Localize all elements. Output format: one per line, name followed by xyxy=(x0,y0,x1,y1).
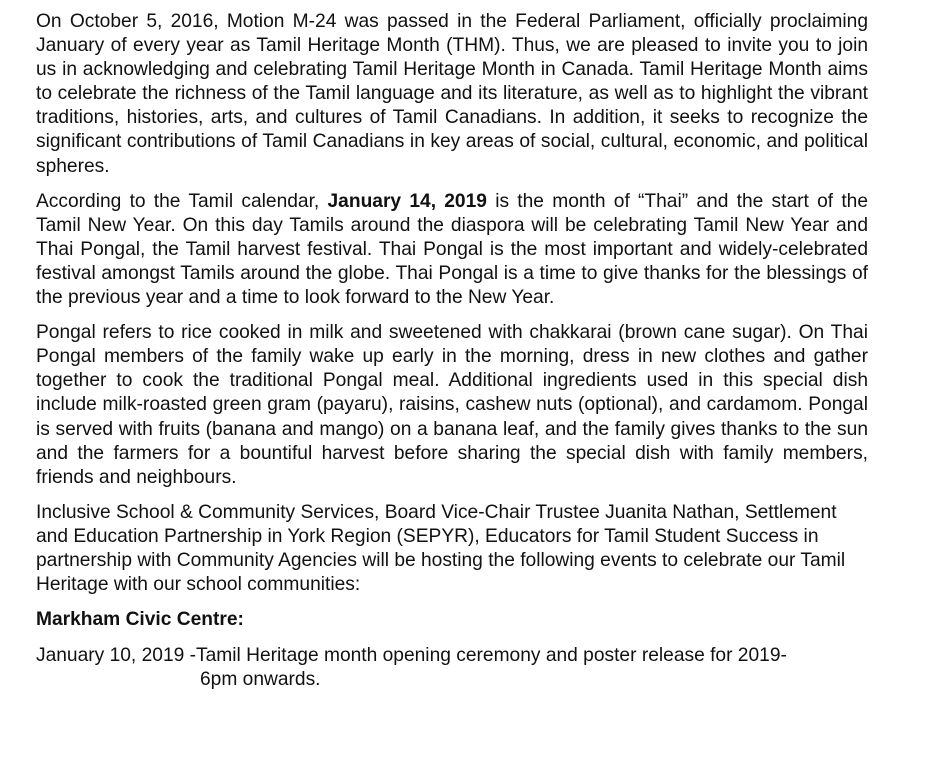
highlighted-date: January 14, 2019 xyxy=(327,190,487,212)
paragraph-thai-pongal-intro: According to the Tamil calendar, xyxy=(36,190,328,212)
paragraph-thai-pongal-body: is the month of “Thai” and the start of the Tamil New Year. On this day Tamils around the diaspora will be celebrating Tamil New Year and Thai Pongal, the Tamil harvest festival. Thai Pongal is the most important and widely-celebrated festival amongst Tamils around the globe. Thai Pongal is a time to give thanks for the blessings of the previous year and a time to look forward to the New Year. xyxy=(36,190,869,309)
event-time: 6pm onwards. xyxy=(200,669,321,691)
paragraph-thai-pongal xyxy=(36,190,868,310)
paragraph-hosts: Inclusive School & Community Services, Board Vice-Chair Trustee Juanita Nathan, Settlement and Education Partnership in York Region (SEPYR), Educators for Tamil Student Success in partnership with Community Agencies will be hosting the following events to celebrate our Tamil Heritage with our school communities: xyxy=(36,501,846,596)
venue-heading: Markham Civic Centre: xyxy=(36,609,244,631)
event-line: January 10, 2019 -Tamil Heritage month opening ceremony and poster release for 2019- xyxy=(36,645,787,667)
paragraph-tamil-heritage-month: On October 5, 2016, Motion M-24 was passed in the Federal Parliament, officially proclaiming January of every year as Tamil Heritage Month (THM). Thus, we are pleased to invite you to join us in acknowledging and celebrating Tamil Heritage Month in Canada. Tamil Heritage Month aims to celebrate the richness of the Tamil language and its literature, as well as to highlight the vibrant traditions, histories, arts, and cultures of Tamil Canadians. In addition, it seeks to recognize the significant contributions of Tamil Canadians in key areas of social, cultural, economic, and political spheres. xyxy=(36,11,868,177)
paragraph-pongal-meaning: Pongal refers to rice cooked in milk and sweetened with chakkarai (brown cane sugar). On Thai Pongal members of the family wake up early in the morning, dress in new clothes and gather together to cook the traditional Pongal meal. Additional ingredients used in this special dish include milk-roasted green gram (payaru), raisins, cashew nuts (optional), and cardamom. Pongal is served with fruits (banana and mango) on a banana leaf, and the family gives thanks to the sun and the farmers for a bountiful harvest before sharing the special dish with family members, friends and neighbours. xyxy=(36,322,868,488)
document-page xyxy=(36,10,868,692)
